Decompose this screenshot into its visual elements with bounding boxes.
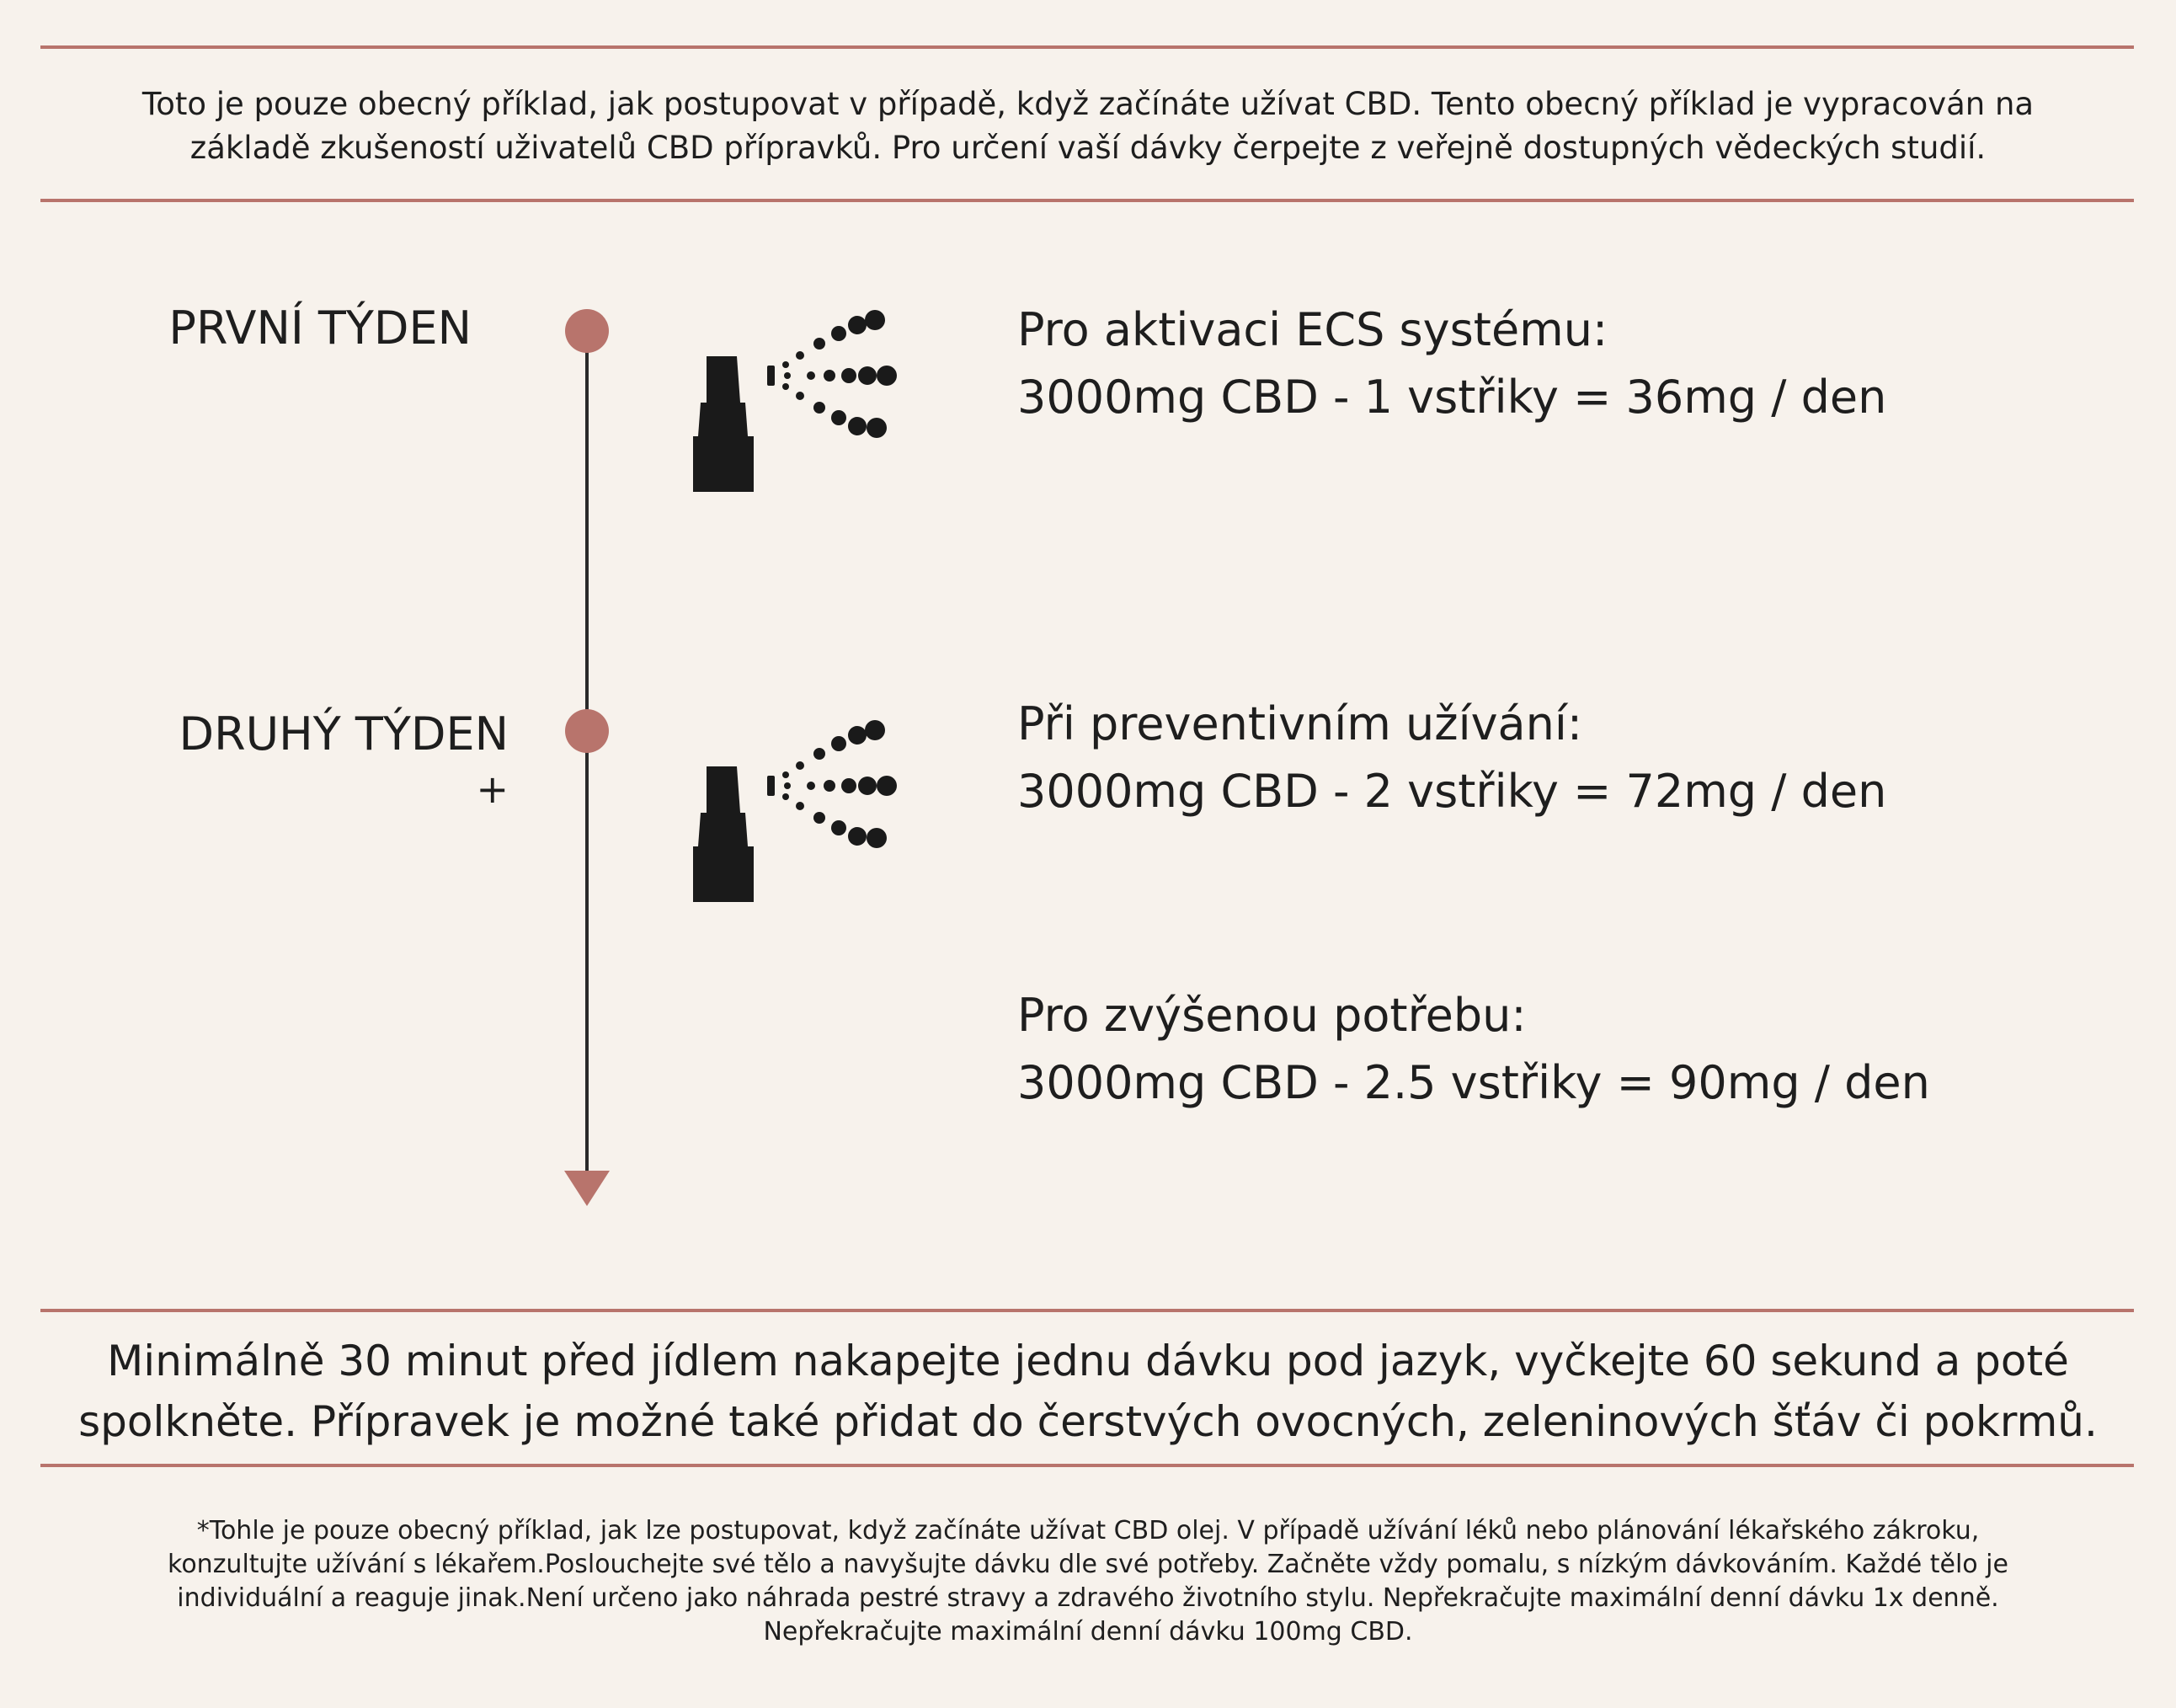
dose-block-preventive <box>1017 691 1886 825</box>
dose-value: 3000mg CBD - 1 vstřiky = 36mg / den <box>1017 371 1887 424</box>
week-label-second-suffix: + <box>476 766 509 812</box>
dose-value: 3000mg CBD - 2 vstřiky = 72mg / den <box>1017 765 1887 818</box>
instructions-bottom-divider <box>40 1464 2134 1467</box>
dose-value: 3000mg CBD - 2.5 vstřiky = 90mg / den <box>1017 1056 1930 1109</box>
dose-title: Pro aktivaci ECS systému: <box>1017 303 1608 356</box>
dose-block-activation <box>1017 296 1886 431</box>
timeline-arrow-icon <box>564 1171 610 1206</box>
dose-title: Při preventivním užívání: <box>1017 697 1583 750</box>
disclaimer-footnote: *Tohle je pouze obecný příklad, jak lze postupovat, když začínáte užívat CBD olej. V případě užívání léků nebo plánování lékařského zákroku, konzultujte užívání s lékařem.Poslouchejte své tělo a navyšujte dávku dle své potřeby. Začněte vždy pomalu, s nízkým dávkováním. Každé tělo je individuální a reaguje jinak.Není určeno jako náhrada pestré stravy a zdravého životního stylu. Nepřekračujte maximální denní dávku 1x denně. Nepřekračujte maximální denní dávku 100mg CBD. <box>168 1516 2008 1647</box>
instructions-top-divider <box>40 1309 2134 1312</box>
dose-block-increased <box>1017 982 1930 1117</box>
dose-title: Pro zvýšenou potřebu: <box>1017 989 1527 1042</box>
timeline-dot-week-1 <box>565 309 609 353</box>
timeline-dot-week-2 <box>565 709 609 753</box>
intro-note: Toto je pouze obecný příklad, jak postupovat v případě, když začínáte užívat CBD. Tento obecný příklad je vypracován na základě zkušeností uživatelů CBD přípravků. Pro určení vaší dávky čerpejte z veřejně dostupných vědeckých studií. <box>141 86 2035 166</box>
spray-bottle-icon <box>686 302 939 504</box>
week-label-first: PRVNÍ TÝDEN <box>168 302 472 355</box>
spray-bottle-icon <box>686 712 939 914</box>
week-label-second: DRUHÝ TÝDEN <box>179 707 509 761</box>
usage-instructions: Minimálně 30 minut před jídlem nakapejte jednu dávku pod jazyk, vyčkejte 60 sekund a poté spolkněte. Přípravek je možné také přidat do čerstvých ovocných, zeleninových šťáv či pokrmů. <box>78 1337 2098 1446</box>
